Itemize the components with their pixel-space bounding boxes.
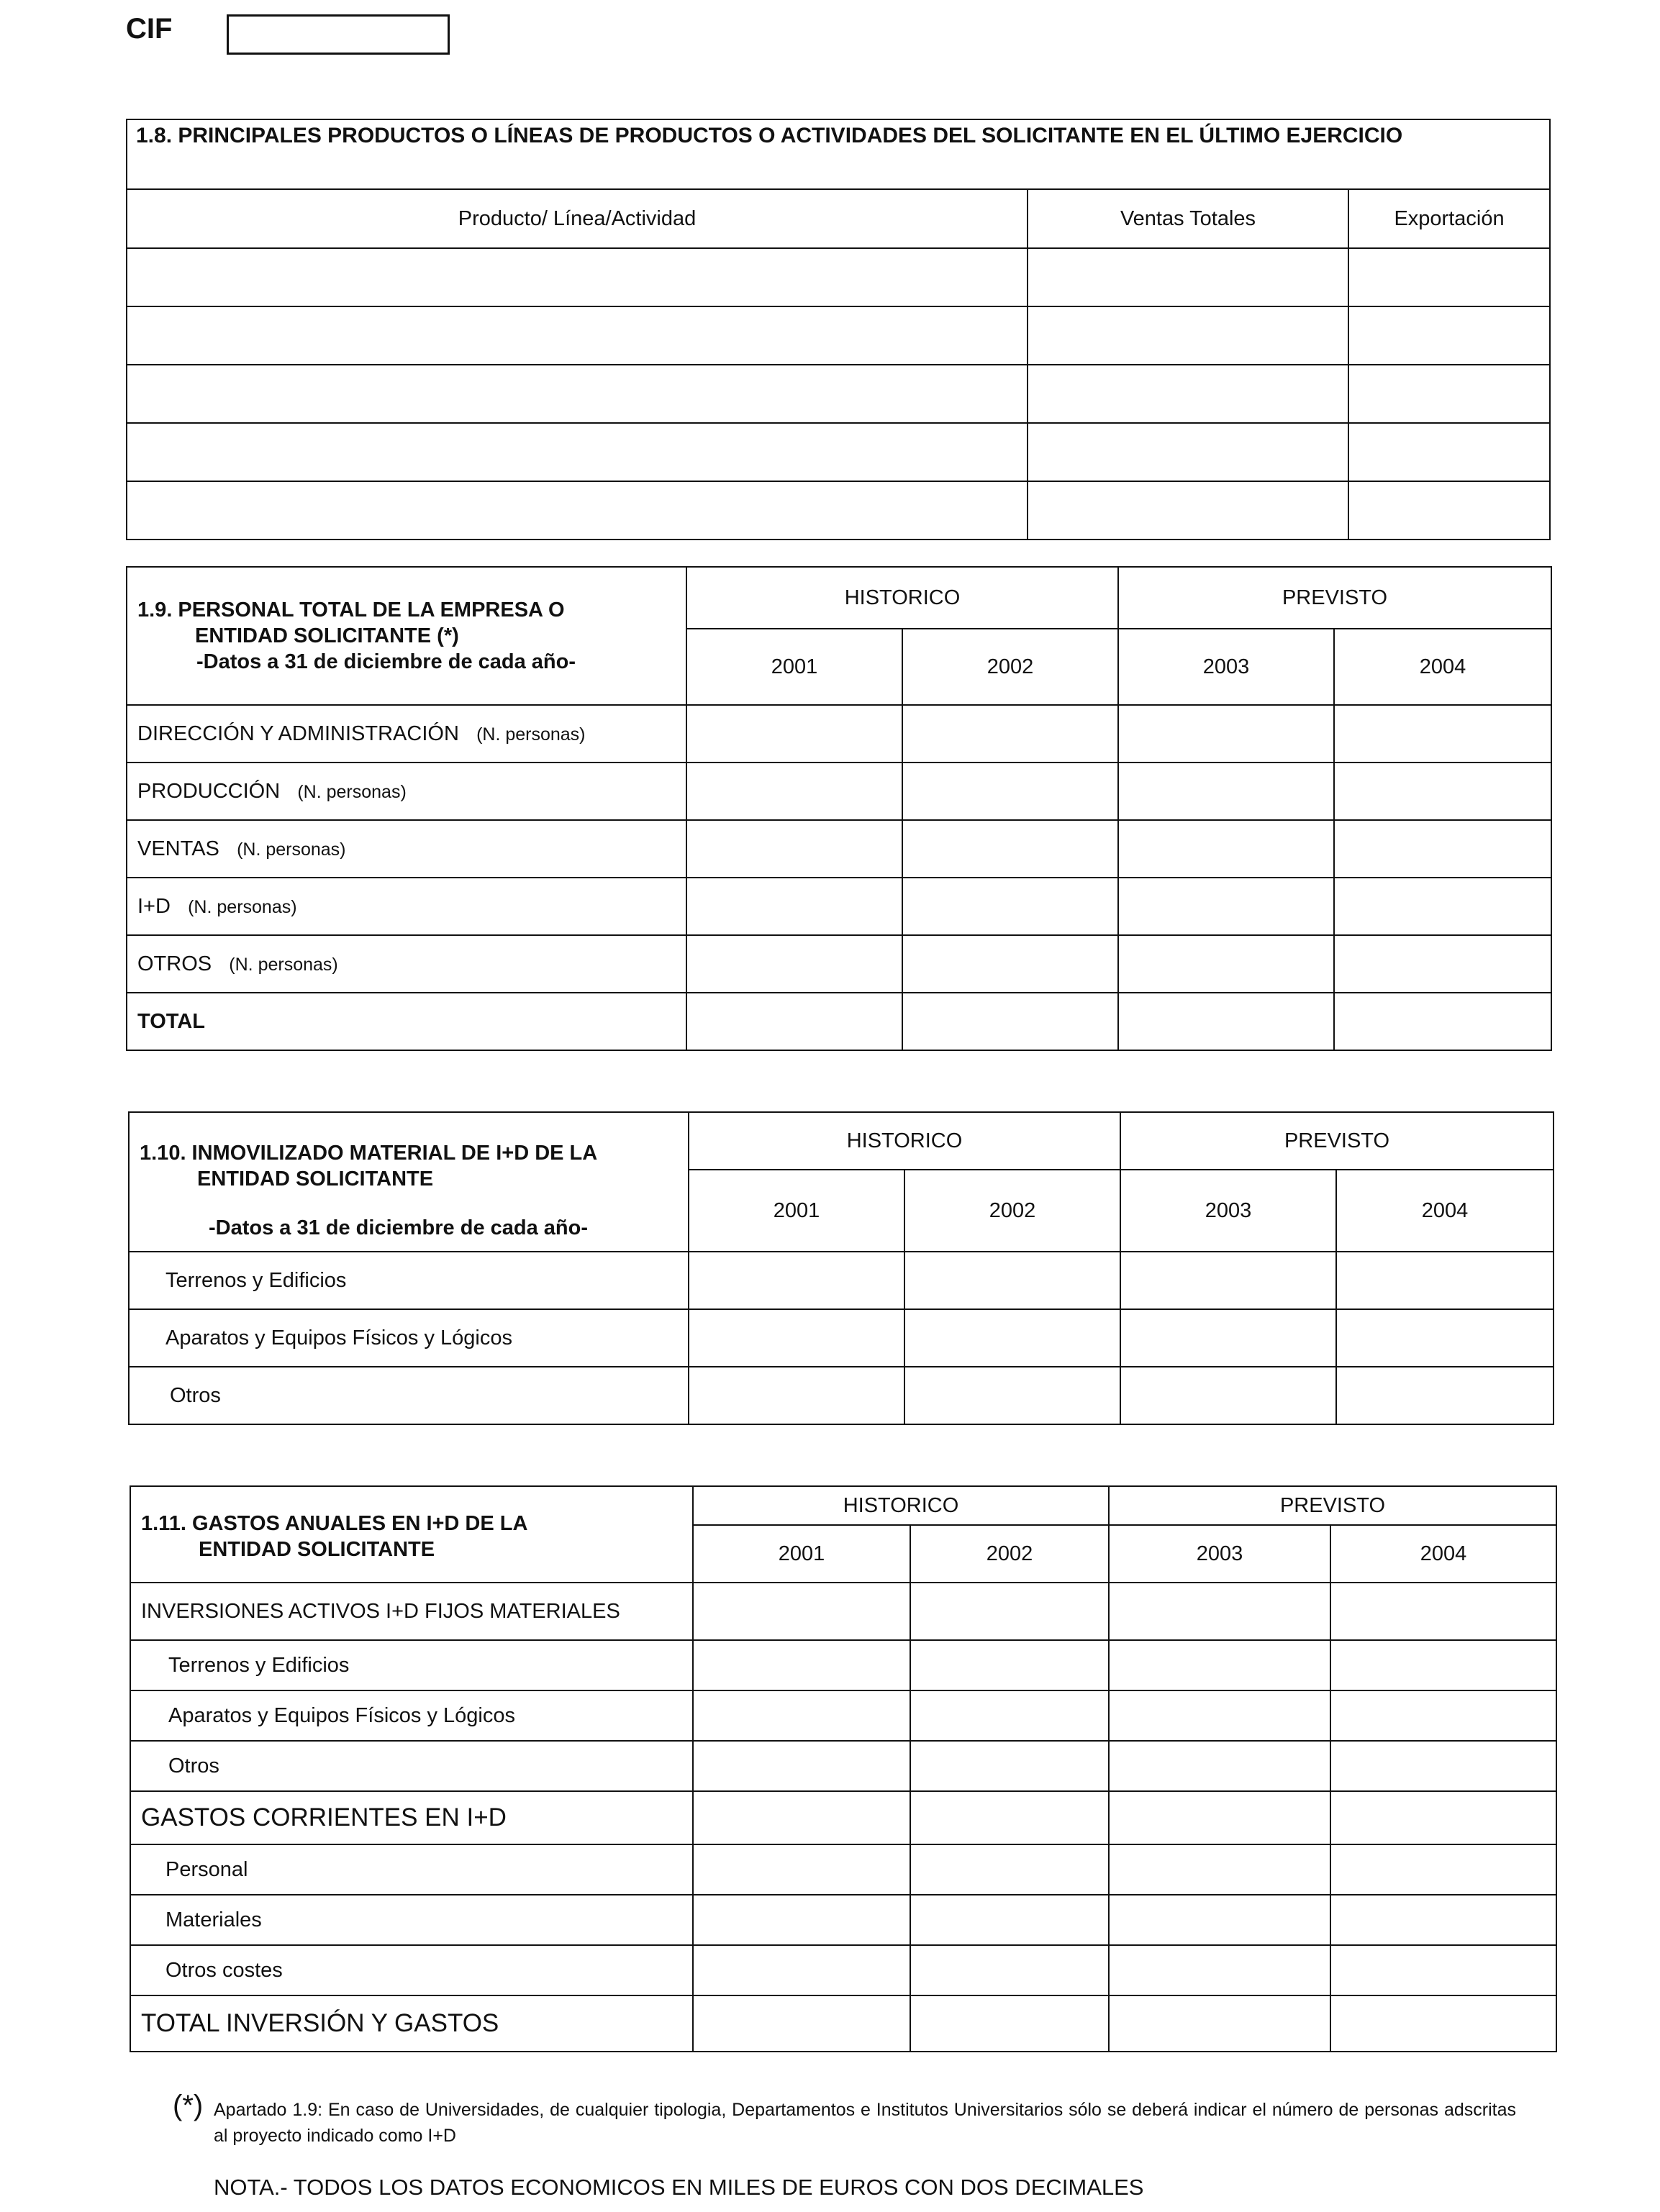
input-cell[interactable] [910,1690,1109,1741]
input-cell[interactable] [910,1995,1109,2052]
cif-label: CIF [126,13,173,45]
input-cell[interactable] [693,1895,910,1945]
section-1-11-title-line2: ENTIDAD SOLICITANTE [199,1538,435,1561]
year-2003: 2003 [1120,1170,1336,1252]
year-2001: 2001 [693,1525,910,1583]
year-2004: 2004 [1330,1525,1556,1583]
input-cell[interactable] [1348,365,1550,423]
table-row [127,763,1551,820]
year-2002: 2002 [910,1525,1109,1583]
section-1-9-title [127,567,686,705]
section-1-9-title-line3: -Datos a 31 de diciembre de cada año- [196,650,576,673]
input-cell[interactable] [693,1995,910,2052]
input-cell[interactable] [1334,763,1551,820]
input-cell[interactable] [1118,935,1334,993]
row-label: Otros [130,1741,693,1791]
table-row [130,1690,1556,1741]
table-row [127,481,1550,540]
year-2003: 2003 [1109,1525,1330,1583]
input-cell[interactable] [910,1791,1109,1844]
table-row [130,1791,1556,1844]
row-label: Personal [130,1844,693,1895]
row-label [127,878,686,935]
row-label [127,705,686,763]
input-cell[interactable] [1330,1895,1556,1945]
year-2004: 2004 [1336,1170,1554,1252]
table-row [127,935,1551,993]
row-label-text: PRODUCCIÓN [137,779,281,803]
table-row [127,365,1550,423]
input-cell[interactable] [693,1791,910,1844]
year-2001: 2001 [686,629,902,705]
input-cell[interactable] [1330,1640,1556,1690]
input-cell[interactable] [693,1741,910,1791]
row-label: Aparatos y Equipos Físicos y Lógicos [130,1690,693,1741]
table-row [130,1995,1556,2052]
input-cell[interactable] [1330,1690,1556,1741]
input-cell[interactable] [686,878,902,935]
table-row [130,1583,1556,1640]
footnote-marker: (*) [173,2090,204,2121]
input-cell[interactable] [904,1252,1120,1309]
input-cell[interactable] [686,993,902,1050]
input-cell[interactable] [1330,1995,1556,2052]
table-row [127,306,1550,365]
historico-header: HISTORICO [693,1486,1109,1525]
row-label-total: TOTAL INVERSIÓN Y GASTOS [130,1995,693,2052]
row-label [127,935,686,993]
row-label: Terrenos y Edificios [130,1640,693,1690]
section-1-10-title-line2: ENTIDAD SOLICITANTE [197,1168,434,1191]
input-cell[interactable] [1120,1309,1336,1367]
historico-header: HISTORICO [686,567,1118,629]
input-cell[interactable] [1118,820,1334,878]
year-2003: 2003 [1118,629,1334,705]
input-cell[interactable] [1028,423,1348,481]
input-cell[interactable] [910,1844,1109,1895]
input-cell[interactable] [1028,306,1348,365]
input-cell[interactable] [1330,1844,1556,1895]
input-cell[interactable] [1109,1741,1330,1791]
column-header-exportacion: Exportación [1348,189,1550,248]
input-cell[interactable] [1330,1791,1556,1844]
historico-header: HISTORICO [689,1112,1120,1170]
table-row [130,1844,1556,1895]
input-cell[interactable] [686,820,902,878]
input-cell[interactable] [1109,1945,1330,1995]
row-label: GASTOS CORRIENTES EN I+D [130,1791,693,1844]
input-cell[interactable] [689,1252,904,1309]
input-cell[interactable] [127,423,1028,481]
section-1-8-title: 1.8. PRINCIPALES PRODUCTOS O LÍNEAS DE PRODUCTOS O ACTIVIDADES DEL SOLICITANTE EN EL ÚLTIMO EJERCICIO [127,119,1550,189]
input-cell[interactable] [910,1945,1109,1995]
table-row [129,1309,1554,1367]
input-cell[interactable] [1334,820,1551,878]
input-cell[interactable] [902,820,1118,878]
row-label [127,820,686,878]
column-header-ventas-totales: Ventas Totales [1028,189,1348,248]
table-row [127,820,1551,878]
table-row [130,1640,1556,1690]
row-label-text: DIRECCIÓN Y ADMINISTRACIÓN [137,722,459,745]
table-row [130,1945,1556,1995]
input-cell[interactable] [902,705,1118,763]
input-cell[interactable] [1348,481,1550,540]
input-cell[interactable] [689,1309,904,1367]
row-label: INVERSIONES ACTIVOS I+D FIJOS MATERIALES [130,1583,693,1640]
year-2001: 2001 [689,1170,904,1252]
input-cell[interactable] [693,1844,910,1895]
input-cell[interactable] [1109,1640,1330,1690]
row-unit: (N. personas) [229,954,338,975]
input-cell[interactable] [1348,248,1550,306]
input-cell[interactable] [1334,705,1551,763]
input-cell[interactable] [1336,1252,1554,1309]
table-1-11-gastos [130,1485,1557,2052]
table-row [129,1252,1554,1309]
row-label: Aparatos y Equipos Físicos y Lógicos [129,1309,689,1367]
input-cell[interactable] [910,1741,1109,1791]
input-cell[interactable] [1109,1844,1330,1895]
input-cell[interactable] [1330,1945,1556,1995]
table-row [130,1741,1556,1791]
input-cell[interactable] [127,248,1028,306]
year-2002: 2002 [904,1170,1120,1252]
input-cell[interactable] [1336,1309,1554,1367]
input-cell[interactable] [686,935,902,993]
previsto-header: PREVISTO [1120,1112,1554,1170]
input-cell[interactable] [902,763,1118,820]
table-row [127,993,1551,1050]
input-cell[interactable] [1118,878,1334,935]
table-1-9-personal [126,566,1552,1051]
table-row [129,1367,1554,1424]
input-cell[interactable] [1334,935,1551,993]
table-1-8-products [126,119,1551,540]
input-cell[interactable] [693,1640,910,1690]
row-label-text: VENTAS [137,837,219,860]
year-2004: 2004 [1334,629,1551,705]
input-cell[interactable] [1330,1583,1556,1640]
input-cell[interactable] [1028,248,1348,306]
input-cell[interactable] [904,1309,1120,1367]
row-label: Otros [129,1367,689,1424]
input-cell[interactable] [1118,763,1334,820]
input-cell[interactable] [127,306,1028,365]
input-cell[interactable] [1330,1741,1556,1791]
previsto-header: PREVISTO [1109,1486,1556,1525]
section-1-11-title-line1: 1.11. GASTOS ANUALES EN I+D DE LA [141,1512,528,1535]
input-cell[interactable] [910,1583,1109,1640]
table-1-10-inmovilizado [128,1111,1554,1425]
input-cell[interactable] [693,1945,910,1995]
input-cell[interactable] [904,1367,1120,1424]
section-1-10-title [129,1112,689,1252]
input-cell[interactable] [1109,1995,1330,2052]
input-cell[interactable] [1109,1895,1330,1945]
input-cell[interactable] [1109,1791,1330,1844]
input-cell[interactable] [1118,993,1334,1050]
section-1-11-title [130,1486,693,1583]
table-row [130,1895,1556,1945]
row-unit: (N. personas) [188,896,297,917]
input-cell[interactable] [1334,878,1551,935]
input-cell[interactable] [1120,1367,1336,1424]
footnote-text: Apartado 1.9: En caso de Universidades, de cualquier tipologia, Departamentos e Institutos Universitarios sólo se deberá indicar el número de personas adscritas al proyecto indicado como I+D [214,2100,1516,2146]
previsto-header: PREVISTO [1118,567,1551,629]
input-cell[interactable] [1109,1583,1330,1640]
section-1-10-title-line3: -Datos a 31 de diciembre de cada año- [209,1216,589,1239]
input-cell[interactable] [686,763,902,820]
column-header-producto: Producto/ Línea/Actividad [127,189,1028,248]
table-row [127,248,1550,306]
nota-text: NOTA.- TODOS LOS DATOS ECONOMICOS EN MILES DE EUROS CON DOS DECIMALES [214,2175,1144,2200]
input-cell[interactable] [693,1690,910,1741]
input-cell[interactable] [902,935,1118,993]
input-cell[interactable] [689,1367,904,1424]
input-cell[interactable] [1118,705,1334,763]
row-unit: (N. personas) [297,781,407,802]
row-unit: (N. personas) [237,839,346,860]
input-cell[interactable] [693,1583,910,1640]
row-label-total: TOTAL [127,993,686,1050]
input-cell[interactable] [686,705,902,763]
input-cell[interactable] [1348,423,1550,481]
row-label: Terrenos y Edificios [129,1252,689,1309]
table-row [127,423,1550,481]
row-label: Materiales [130,1895,693,1945]
input-cell[interactable] [910,1640,1109,1690]
row-label-text: I+D [137,894,171,918]
cif-field[interactable] [227,14,450,55]
section-1-9-title-line1: 1.9. PERSONAL TOTAL DE LA EMPRESA O [137,598,565,622]
input-cell[interactable] [910,1895,1109,1945]
input-cell[interactable] [902,878,1118,935]
input-cell[interactable] [1109,1690,1330,1741]
input-cell[interactable] [1348,306,1550,365]
section-1-10-title-line1: 1.10. INMOVILIZADO MATERIAL DE I+D DE LA [140,1142,598,1165]
table-row [127,705,1551,763]
input-cell[interactable] [1334,993,1551,1050]
input-cell[interactable] [902,993,1118,1050]
table-row [127,878,1551,935]
input-cell[interactable] [127,365,1028,423]
input-cell[interactable] [1028,365,1348,423]
input-cell[interactable] [127,481,1028,540]
input-cell[interactable] [1028,481,1348,540]
input-cell[interactable] [1336,1367,1554,1424]
row-unit: (N. personas) [476,724,586,745]
input-cell[interactable] [1120,1252,1336,1309]
year-2002: 2002 [902,629,1118,705]
row-label: Otros costes [130,1945,693,1995]
row-label [127,763,686,820]
row-label-text: OTROS [137,952,212,975]
section-1-9-title-line2: ENTIDAD SOLICITANTE (*) [195,624,459,647]
